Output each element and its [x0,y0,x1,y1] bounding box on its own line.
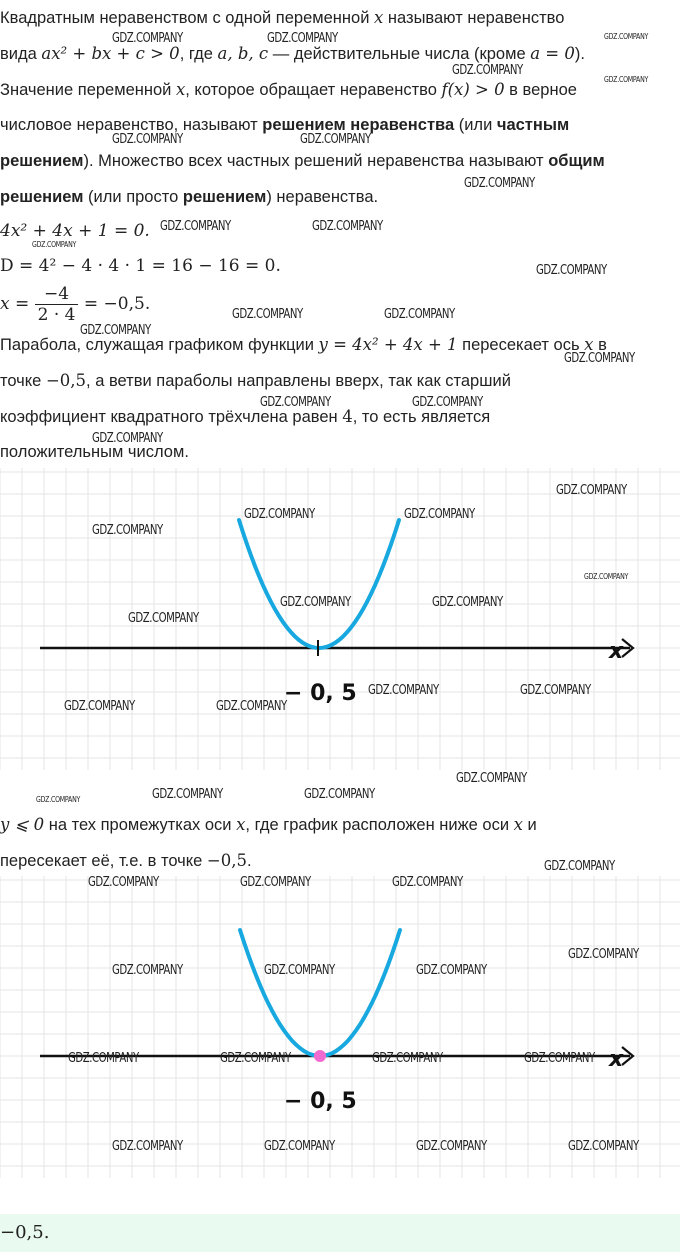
watermark: GDZ.COMPANY [216,699,287,714]
math-result: = −0,5. [78,293,151,314]
p1-line-4 [0,116,569,135]
text: Значение переменной [0,81,176,99]
watermark: GDZ.COMPANY [568,947,639,962]
text: Парабола, служащая графиком функции [0,336,319,354]
math-formula: y ⩽ 0 [0,815,45,834]
x-axis-label: x [609,639,624,664]
text: , где график расположен ниже оси [245,816,514,834]
watermark: GDZ.COMPANY [92,431,163,446]
watermark: GDZ.COMPANY [280,595,351,610]
watermark: GDZ.COMPANY [220,1051,291,1066]
discriminant: D = 4² − 4 · 4 · 1 = 16 − 16 = 0. [0,256,281,276]
watermark: GDZ.COMPANY [312,219,383,234]
math-condition: a = 0 [530,44,575,63]
p3-line-2 [0,851,252,871]
watermark: GDZ.COMPANY [604,75,649,84]
watermark: GDZ.COMPANY [564,351,635,366]
watermark: GDZ.COMPANY [404,507,475,522]
text: ) неравенства. [266,188,379,206]
p2-line-4: положительным числом. [0,443,189,461]
watermark: GDZ.COMPANY [112,1139,183,1154]
text: , а ветви параболы направлены вверх, так как старший [86,372,511,390]
p2-line-1 [0,335,607,355]
text: вида [0,45,42,63]
watermark: GDZ.COMPANY [80,323,151,338]
watermark: GDZ.COMPANY [64,699,135,714]
watermark: GDZ.COMPANY [412,395,483,410]
watermark: GDZ.COMPANY [88,875,159,890]
watermark: GDZ.COMPANY [544,859,615,874]
math-var: x [175,80,186,99]
watermark: GDZ.COMPANY [264,1139,335,1154]
watermark: GDZ.COMPANY [416,1139,487,1154]
math-var: x = [0,293,35,314]
watermark: GDZ.COMPANY [36,795,81,804]
math-formula: y = 4x² + 4x + 1 [318,335,458,354]
watermark: GDZ.COMPANY [372,1051,443,1066]
text: (или [454,116,497,134]
watermark: GDZ.COMPANY [568,1139,639,1154]
math-formula: f(x) > 0 [441,80,505,99]
watermark: GDZ.COMPANY [300,132,371,147]
watermark: GDZ.COMPANY [604,32,649,41]
math-var: x [374,8,384,27]
p1-line-3 [0,80,577,100]
x-axis-label: x [609,1047,624,1072]
watermark: GDZ.COMPANY [456,771,527,786]
watermark: GDZ.COMPANY [432,595,503,610]
parabola-graph-1 [0,468,680,770]
watermark: GDZ.COMPANY [452,63,523,78]
watermark: GDZ.COMPANY [384,307,455,322]
p1-line-2 [0,44,585,64]
text: Квадратным неравенством с одной переменной [0,9,374,27]
text: , то есть является [352,408,491,426]
text: — действительные числа (кроме [268,45,531,63]
watermark: GDZ.COMPANY [536,263,607,278]
text: в верное [504,81,577,99]
fraction-numerator: −4 [35,284,79,305]
watermark: GDZ.COMPANY [267,31,338,46]
parabola-graph-2 [0,876,680,1178]
text: (или просто [83,188,183,206]
bold-term: решением [0,188,84,206]
p2-line-3 [0,407,490,427]
watermark: GDZ.COMPANY [304,787,375,802]
watermark: GDZ.COMPANY [264,963,335,978]
p1-line-1 [0,8,564,28]
fraction [35,284,79,325]
text: называют неравенство [383,9,565,27]
math-vars: a, b, c [217,44,269,63]
math-value: −0,5 [45,371,87,390]
watermark: GDZ.COMPANY [112,31,183,46]
watermark: GDZ.COMPANY [128,611,199,626]
bold-term: решением [0,152,84,170]
watermark: GDZ.COMPANY [416,963,487,978]
text: в [593,336,607,354]
math-value: −0,5 [206,851,247,870]
math-var: x [236,815,246,834]
watermark: GDZ.COMPANY [112,963,183,978]
watermark: GDZ.COMPANY [112,132,183,147]
p1-line-6 [0,188,378,207]
text: пересекает ось [457,336,585,354]
text: числовое неравенство, называют [0,116,263,134]
watermark: GDZ.COMPANY [524,1051,595,1066]
text: пересекает её, т.е. в точке [0,852,207,870]
math-value: 4 [342,407,353,426]
text: ). [574,45,585,63]
fraction-denominator: 2 · 4 [37,305,76,325]
p3-line-1 [0,815,537,835]
math-var: x [584,335,594,354]
watermark: GDZ.COMPANY [584,572,629,581]
watermark: GDZ.COMPANY [240,875,311,890]
answer-box [0,1214,680,1252]
equation: 4x² + 4x + 1 = 0. [0,221,150,241]
math-formula: ax² + bx + c > 0 [41,44,180,63]
watermark: GDZ.COMPANY [92,523,163,538]
text: точке [0,372,46,390]
watermark: GDZ.COMPANY [556,483,627,498]
watermark: GDZ.COMPANY [520,683,591,698]
p1-line-5 [0,152,605,171]
root-formula [0,284,150,325]
math-var: x [513,815,523,834]
answer-value: −0,5. [0,1222,50,1243]
grid [0,876,680,1178]
bold-term: решением неравенства [262,116,455,134]
watermark: GDZ.COMPANY [368,683,439,698]
vertex-point [314,1050,326,1062]
p2-line-2 [0,371,511,391]
watermark: GDZ.COMPANY [464,176,535,191]
vertex-label: − 0, 5 [284,1089,357,1114]
text: . [246,852,252,870]
grid [0,468,680,770]
text: , где [179,45,218,63]
parabola-curve [239,520,399,648]
text: коэффициент квадратного трёхчлена равен [0,408,343,426]
watermark: GDZ.COMPANY [160,219,231,234]
text: , которое обращает неравенство [185,81,442,99]
watermark: GDZ.COMPANY [260,395,331,410]
vertex-label: − 0, 5 [284,681,357,706]
text: ). Множество всех частных решений неравенства называют [83,152,549,170]
watermark: GDZ.COMPANY [68,1051,139,1066]
watermark: GDZ.COMPANY [232,307,303,322]
bold-term: частным [496,116,570,134]
watermark: GDZ.COMPANY [32,240,77,249]
watermark: GDZ.COMPANY [152,787,223,802]
watermark: GDZ.COMPANY [392,875,463,890]
text: и [522,816,537,834]
bold-term: решением [182,188,267,206]
text: на тех промежутках оси [44,816,237,834]
watermark: GDZ.COMPANY [244,507,315,522]
bold-term: общим [548,152,605,170]
